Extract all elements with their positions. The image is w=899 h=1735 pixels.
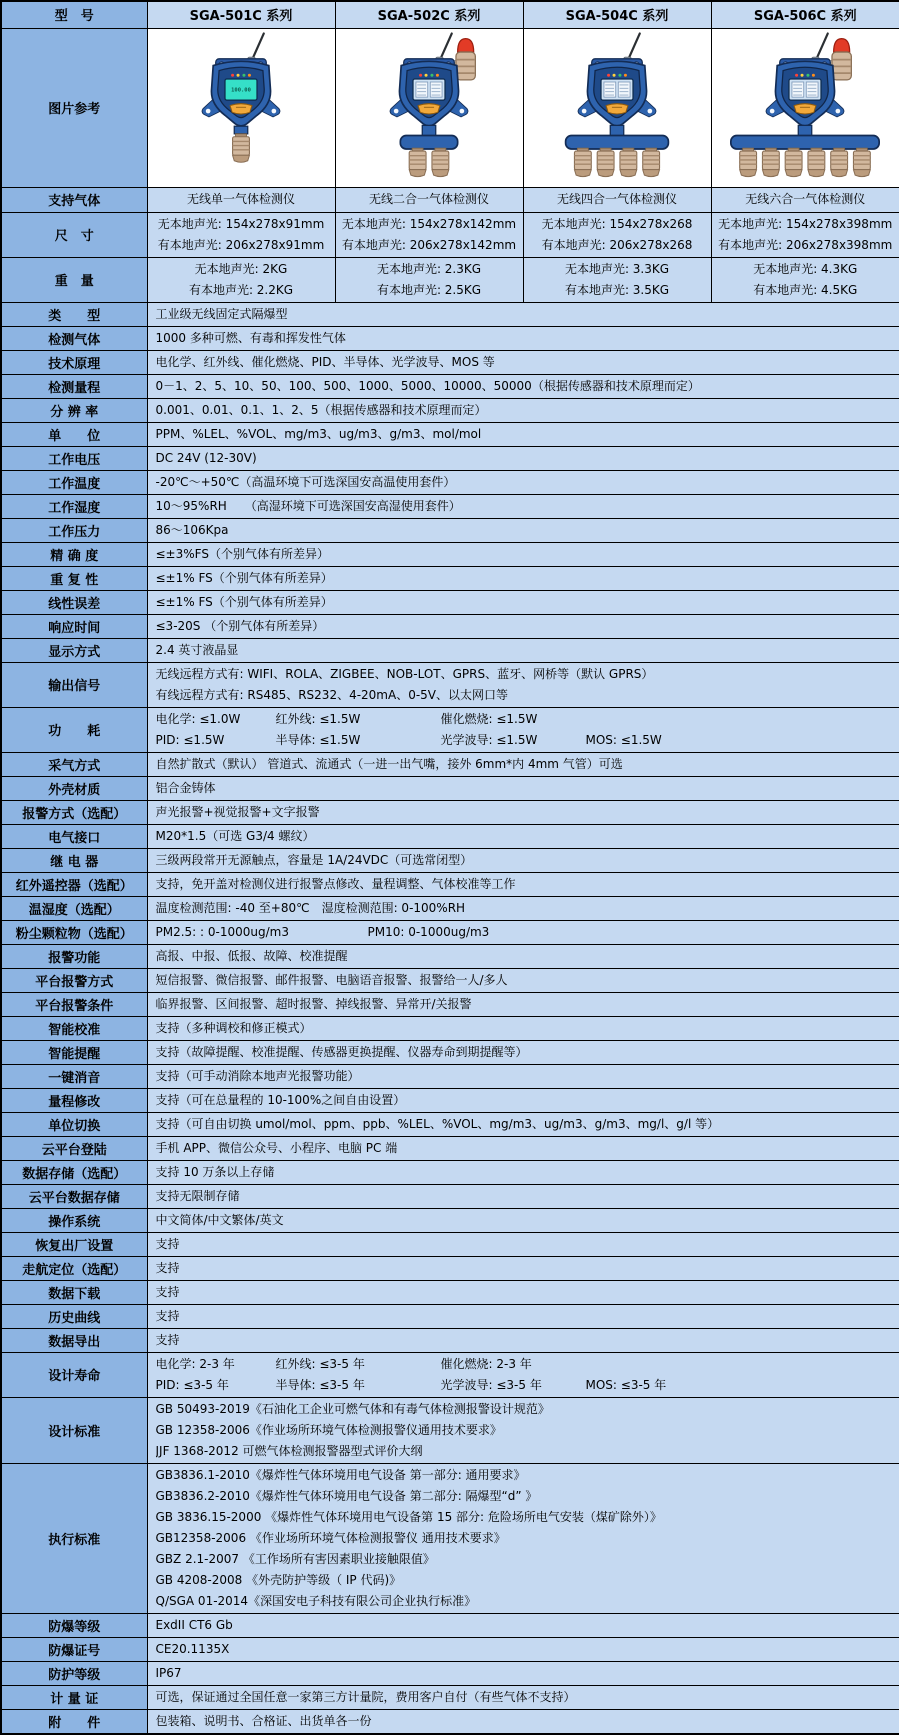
value-segment: MOS: ≤1.5W	[586, 730, 662, 751]
row-label: 设计标准	[1, 1397, 147, 1463]
table-row	[1, 1016, 899, 1040]
row-label: 设计寿命	[1, 1352, 147, 1397]
row-label: 工作压力	[1, 518, 147, 542]
value-line: 无线四合一气体检测仪	[526, 189, 709, 210]
table-row	[1, 638, 899, 662]
value-line: ≤3-20S （个别气体有所差异）	[156, 616, 899, 637]
value-segment: 红外线: ≤1.5W	[276, 709, 441, 730]
row-value	[335, 257, 523, 302]
value-line: 铝合金铸体	[156, 778, 899, 799]
row-value	[147, 1064, 899, 1088]
table-row	[1, 1352, 899, 1397]
value-line: 支持	[156, 1282, 899, 1303]
table-row	[1, 542, 899, 566]
row-label: 电气接口	[1, 824, 147, 848]
value-line: 0－1、2、5、10、50、100、500、1000、5000、10000、50000（根据传感器和技术原理而定）	[156, 376, 899, 397]
value-line: 10～95%RH （高湿环境下可选深国安高湿使用套件）	[156, 496, 899, 517]
value-line: JJF 1368-2012 可燃气体检测报警器型式评价大纲	[156, 1441, 899, 1462]
value-line: 86～106Kpa	[156, 520, 899, 541]
table-row	[1, 422, 899, 446]
table-row	[1, 662, 899, 707]
picture-row	[1, 28, 899, 187]
device-image-sga-504c	[523, 28, 711, 187]
table-row	[1, 824, 899, 848]
row-value	[147, 1661, 899, 1685]
table-row	[1, 494, 899, 518]
row-value	[147, 257, 335, 302]
table-row	[1, 1328, 899, 1352]
value-segment: PID: ≤1.5W	[156, 730, 276, 751]
row-value	[147, 1088, 899, 1112]
table-row	[1, 800, 899, 824]
value-line: 有本地声光: 4.5KG	[714, 280, 898, 301]
row-value	[147, 1352, 899, 1397]
row-value	[147, 470, 899, 494]
value-line: 支持，免开盖对检测仪进行报警点修改、量程调整、气体校准等工作	[156, 874, 899, 895]
value-line	[156, 730, 899, 751]
row-label: 外壳材质	[1, 776, 147, 800]
row-label: 平台报警条件	[1, 992, 147, 1016]
row-value	[147, 1184, 899, 1208]
row-value	[335, 187, 523, 212]
value-line: GB 3836.15-2000 《爆炸性气体环境用电气设备第 15 部分: 危险场所电气安装（煤矿除外）》	[156, 1507, 899, 1528]
table-row	[1, 257, 899, 302]
value-line: PPM、%LEL、%VOL、mg/m3、ug/m3、g/m3、mol/mol	[156, 424, 899, 445]
row-value	[147, 1208, 899, 1232]
value-line: GB3836.2-2010《爆炸性气体环境用电气设备 第二部分: 隔爆型“d” 》	[156, 1486, 899, 1507]
table-row	[1, 1232, 899, 1256]
row-value	[147, 1304, 899, 1328]
row-value	[147, 1685, 899, 1709]
table-row	[1, 968, 899, 992]
gas-detector-illustration	[148, 31, 334, 181]
row-value	[147, 707, 899, 752]
table-row	[1, 614, 899, 638]
row-value	[147, 446, 899, 470]
table-row	[1, 1304, 899, 1328]
value-line: GB12358-2006 《作业场所环境气体检测报警仪 通用技术要求》	[156, 1528, 899, 1549]
row-label: 精 确 度	[1, 542, 147, 566]
row-label: 类 型	[1, 302, 147, 326]
table-row	[1, 398, 899, 422]
row-value	[147, 326, 899, 350]
device-image-sga-502c	[335, 28, 523, 187]
value-line: 无线六合一气体检测仪	[714, 189, 898, 210]
row-label: 数据存储（选配）	[1, 1160, 147, 1184]
row-label: 温湿度（选配）	[1, 896, 147, 920]
row-label: 智能提醒	[1, 1040, 147, 1064]
value-line: GB 50493-2019《石油化工企业可燃气体和有毒气体检测报警设计规范》	[156, 1399, 899, 1420]
row-value	[147, 662, 899, 707]
value-line: 支持	[156, 1306, 899, 1327]
picture-row-label: 图片参考	[1, 28, 147, 187]
value-segment: 光学波导: ≤3-5 年	[441, 1375, 586, 1396]
column-header-model: SGA-506C 系列	[711, 1, 899, 28]
device-image-sga-501c	[147, 28, 335, 187]
table-row	[1, 590, 899, 614]
value-line: 手机 APP、微信公众号、小程序、电脑 PC 端	[156, 1138, 899, 1159]
row-label: 平台报警方式	[1, 968, 147, 992]
row-label: 报警功能	[1, 944, 147, 968]
value-line: 可选，保证通过全国任意一家第三方计量院，费用客户自付（有些气体不支持）	[156, 1687, 899, 1708]
row-value	[147, 212, 335, 257]
row-label: 重 量	[1, 257, 147, 302]
value-line: 有本地声光: 206x278x142mm	[338, 235, 521, 256]
value-line: 1000 多种可燃、有毒和挥发性气体	[156, 328, 899, 349]
value-segment: 电化学: ≤1.0W	[156, 709, 276, 730]
value-line: ExdII CT6 Gb	[156, 1615, 899, 1636]
value-line: 支持	[156, 1234, 899, 1255]
value-line: 声光报警+视觉报警+文字报警	[156, 802, 899, 823]
table-row	[1, 1136, 899, 1160]
table-row	[1, 872, 899, 896]
table-row	[1, 1280, 899, 1304]
row-label: 输出信号	[1, 662, 147, 707]
value-line: 支持（故障提醒、校准提醒、传感器更换提醒、仪器寿命到期提醒等）	[156, 1042, 899, 1063]
value-line	[156, 1375, 899, 1396]
row-label: 采气方式	[1, 752, 147, 776]
row-value	[147, 848, 899, 872]
row-value	[147, 590, 899, 614]
value-line	[156, 709, 899, 730]
row-label: 线性误差	[1, 590, 147, 614]
table-row	[1, 1208, 899, 1232]
value-line: 支持无限制存储	[156, 1186, 899, 1207]
table-row	[1, 1040, 899, 1064]
value-segment: 催化燃烧: ≤1.5W	[441, 709, 586, 730]
model-row-label: 型 号	[1, 1, 147, 28]
value-line: 自然扩散式（默认） 管道式、流通式（一进一出气嘴，接外 6mm*内 4mm 气管）可选	[156, 754, 899, 775]
value-line: 无本地声光: 154x278x91mm	[150, 214, 333, 235]
row-label: 检测气体	[1, 326, 147, 350]
device-image-sga-506c	[711, 28, 899, 187]
row-label: 报警方式（选配）	[1, 800, 147, 824]
value-line: GBZ 2.1-2007 《工作场所有害因素职业接触限值》	[156, 1549, 899, 1570]
row-label: 防爆证号	[1, 1637, 147, 1661]
row-label: 附 件	[1, 1709, 147, 1734]
value-line: 无本地声光: 3.3KG	[526, 259, 709, 280]
value-line: 支持（可自由切换 umol/mol、ppm、ppb、%LEL、%VOL、mg/m3、ug/m3、g/m3、mg/l、g/l 等）	[156, 1114, 899, 1135]
row-value	[147, 1709, 899, 1734]
value-line: GB 12358-2006《作业场所环境气体检测报警仪通用技术要求》	[156, 1420, 899, 1441]
row-label: 计 量 证	[1, 1685, 147, 1709]
table-row	[1, 776, 899, 800]
table-row	[1, 1613, 899, 1637]
value-line: ≤±1% FS（个别气体有所差异）	[156, 592, 899, 613]
value-line: 三级两段常开无源触点，容量是 1A/24VDC（可选常闭型）	[156, 850, 899, 871]
value-line: 支持	[156, 1330, 899, 1351]
value-line: CE20.1135X	[156, 1639, 899, 1660]
row-value	[147, 1016, 899, 1040]
value-line: 支持（多种调校和修正模式）	[156, 1018, 899, 1039]
value-line: 工业级无线固定式隔爆型	[156, 304, 899, 325]
row-label: 智能校准	[1, 1016, 147, 1040]
row-value	[147, 800, 899, 824]
value-line: 包装箱、说明书、合格证、出货单各一份	[156, 1711, 899, 1732]
row-label: 工作电压	[1, 446, 147, 470]
row-value	[711, 257, 899, 302]
value-line: 高报、中报、低报、故障、校准提醒	[156, 946, 899, 967]
gas-detector-illustration	[524, 31, 710, 181]
table-row	[1, 302, 899, 326]
table-row	[1, 566, 899, 590]
table-row	[1, 752, 899, 776]
table-row	[1, 1184, 899, 1208]
value-line	[156, 922, 899, 943]
value-line: 0.001、0.01、0.1、1、2、5（根据传感器和技术原理而定）	[156, 400, 899, 421]
value-line: 支持	[156, 1258, 899, 1279]
row-value	[711, 187, 899, 212]
row-label: 数据下载	[1, 1280, 147, 1304]
value-segment: PM10: 0-1000ug/m3	[368, 922, 490, 943]
row-value	[147, 542, 899, 566]
value-segment: MOS: ≤3-5 年	[586, 1375, 667, 1396]
value-line: 有线远程方式有: RS485、RS232、4-20mA、0-5V、以太网口等	[156, 685, 899, 706]
value-line: 有本地声光: 3.5KG	[526, 280, 709, 301]
value-line: 有本地声光: 206x278x268	[526, 235, 709, 256]
row-label: 防护等级	[1, 1661, 147, 1685]
row-value	[147, 398, 899, 422]
value-line: 有本地声光: 206x278x91mm	[150, 235, 333, 256]
row-value	[335, 212, 523, 257]
table-row	[1, 1661, 899, 1685]
row-value	[147, 1256, 899, 1280]
row-value	[147, 968, 899, 992]
value-line: 无线单一气体检测仪	[150, 189, 333, 210]
row-value	[147, 494, 899, 518]
row-label: 执行标准	[1, 1463, 147, 1613]
row-label: 红外遥控器（选配）	[1, 872, 147, 896]
row-value	[147, 1397, 899, 1463]
row-label: 单位切换	[1, 1112, 147, 1136]
row-value	[147, 1160, 899, 1184]
table-row	[1, 1709, 899, 1734]
row-value	[147, 518, 899, 542]
row-value	[147, 1232, 899, 1256]
table-row	[1, 212, 899, 257]
value-line	[156, 1354, 899, 1375]
value-line: Q/SGA 01-2014《深国安电子科技有限公司企业执行标准》	[156, 1591, 899, 1612]
row-value	[147, 1637, 899, 1661]
row-value	[147, 824, 899, 848]
row-label: 数据导出	[1, 1328, 147, 1352]
value-line: 支持（可在总量程的 10-100%之间自由设置）	[156, 1090, 899, 1111]
row-value	[147, 1136, 899, 1160]
row-label: 支持气体	[1, 187, 147, 212]
row-value	[147, 776, 899, 800]
table-row	[1, 518, 899, 542]
value-line: 无本地声光: 154x278x398mm	[714, 214, 898, 235]
table-row	[1, 1256, 899, 1280]
row-label: 显示方式	[1, 638, 147, 662]
table-row	[1, 707, 899, 752]
row-label: 云平台登陆	[1, 1136, 147, 1160]
table-row	[1, 1685, 899, 1709]
value-segment: 半导体: ≤1.5W	[276, 730, 441, 751]
row-value	[147, 187, 335, 212]
table-row	[1, 350, 899, 374]
row-label: 重 复 性	[1, 566, 147, 590]
row-value	[147, 566, 899, 590]
table-row	[1, 1160, 899, 1184]
table-row	[1, 1088, 899, 1112]
value-line: ≤±3%FS（个别气体有所差异）	[156, 544, 899, 565]
row-value	[147, 920, 899, 944]
column-header-model: SGA-504C 系列	[523, 1, 711, 28]
value-segment: PID: ≤3-5 年	[156, 1375, 276, 1396]
row-value	[523, 212, 711, 257]
row-label: 云平台数据存储	[1, 1184, 147, 1208]
table-row	[1, 374, 899, 398]
row-value	[147, 350, 899, 374]
table-row	[1, 1064, 899, 1088]
row-value	[147, 1280, 899, 1304]
row-label: 工作温度	[1, 470, 147, 494]
table-row	[1, 326, 899, 350]
table-row	[1, 470, 899, 494]
value-line: 电化学、红外线、催化燃烧、PID、半导体、光学波导、MOS 等	[156, 352, 899, 373]
value-line: 支持 10 万条以上存储	[156, 1162, 899, 1183]
row-label: 操作系统	[1, 1208, 147, 1232]
value-line: 无本地声光: 2.3KG	[338, 259, 521, 280]
value-line: 支持（可手动消除本地声光报警功能）	[156, 1066, 899, 1087]
table-row	[1, 1397, 899, 1463]
row-label: 量程修改	[1, 1088, 147, 1112]
row-label: 粉尘颗粒物（选配）	[1, 920, 147, 944]
row-label: 工作湿度	[1, 494, 147, 518]
table-row	[1, 848, 899, 872]
row-value	[711, 212, 899, 257]
row-value	[147, 752, 899, 776]
row-label: 检测量程	[1, 374, 147, 398]
table-row	[1, 944, 899, 968]
row-value	[147, 638, 899, 662]
column-header-model: SGA-501C 系列	[147, 1, 335, 28]
table-row	[1, 446, 899, 470]
value-line: IP67	[156, 1663, 899, 1684]
row-label: 恢复出厂设置	[1, 1232, 147, 1256]
value-line: GB3836.1-2010《爆炸性气体环境用电气设备 第一部分: 通用要求》	[156, 1465, 899, 1486]
value-line: DC 24V (12-30V)	[156, 448, 899, 469]
value-line: 无本地声光: 154x278x268	[526, 214, 709, 235]
row-label: 单 位	[1, 422, 147, 446]
value-line: 有本地声光: 206x278x398mm	[714, 235, 898, 256]
value-line: 无线远程方式有: WIFI、ROLA、ZIGBEE、NOB-LOT、GPRS、蓝牙、网桥等（默认 GPRS）	[156, 664, 899, 685]
gas-detector-illustration	[336, 31, 522, 181]
table-row	[1, 1112, 899, 1136]
row-value	[147, 422, 899, 446]
row-value	[147, 1613, 899, 1637]
gas-detector-illustration	[712, 31, 898, 181]
header-row	[1, 1, 899, 28]
table-row	[1, 896, 899, 920]
table-row	[1, 992, 899, 1016]
value-line: 有本地声光: 2.2KG	[150, 280, 333, 301]
row-label: 响应时间	[1, 614, 147, 638]
value-line: 临界报警、区间报警、超时报警、掉线报警、异常开/关报警	[156, 994, 899, 1015]
row-value	[147, 614, 899, 638]
table-row	[1, 1637, 899, 1661]
row-value	[147, 896, 899, 920]
value-line: M20*1.5（可选 G3/4 螺纹）	[156, 826, 899, 847]
row-value	[147, 872, 899, 896]
value-line: 无本地声光: 154x278x142mm	[338, 214, 521, 235]
table-row	[1, 920, 899, 944]
row-value	[147, 302, 899, 326]
table-row	[1, 187, 899, 212]
value-line: GB 4208-2008 《外壳防护等级（ IP 代码)》	[156, 1570, 899, 1591]
value-line: ≤±1% FS（个别气体有所差异）	[156, 568, 899, 589]
value-line: 有本地声光: 2.5KG	[338, 280, 521, 301]
row-label: 防爆等级	[1, 1613, 147, 1637]
row-label: 分 辨 率	[1, 398, 147, 422]
row-value	[523, 257, 711, 302]
row-value	[523, 187, 711, 212]
value-line: -20℃～+50℃（高温环境下可选深国安高温使用套件）	[156, 472, 899, 493]
svg-text:100.00: 100.00	[231, 87, 251, 93]
row-value	[147, 1040, 899, 1064]
value-segment: 半导体: ≤3-5 年	[276, 1375, 441, 1396]
table-row	[1, 1463, 899, 1613]
row-label: 历史曲线	[1, 1304, 147, 1328]
value-line: 无线二合一气体检测仪	[338, 189, 521, 210]
row-label: 功 耗	[1, 707, 147, 752]
value-segment: PM2.5: : 0-1000ug/m3	[156, 922, 368, 943]
value-segment: 光学波导: ≤1.5W	[441, 730, 586, 751]
value-segment: 催化燃烧: 2-3 年	[441, 1354, 586, 1375]
row-label: 继 电 器	[1, 848, 147, 872]
value-line: 无本地声光: 4.3KG	[714, 259, 898, 280]
row-value	[147, 1463, 899, 1613]
row-label: 尺 寸	[1, 212, 147, 257]
row-value	[147, 944, 899, 968]
value-segment: 电化学: 2-3 年	[156, 1354, 276, 1375]
column-header-model: SGA-502C 系列	[335, 1, 523, 28]
row-label: 一键消音	[1, 1064, 147, 1088]
value-line: 短信报警、微信报警、邮件报警、电脑语音报警、报警给一人/多人	[156, 970, 899, 991]
row-value	[147, 992, 899, 1016]
row-value	[147, 1328, 899, 1352]
value-line: 温度检测范围: -40 至+80℃ 湿度检测范围: 0-100%RH	[156, 898, 899, 919]
row-value	[147, 374, 899, 398]
value-segment: 红外线: ≤3-5 年	[276, 1354, 441, 1375]
value-line: 中文简体/中文繁体/英文	[156, 1210, 899, 1231]
row-label: 走航定位（选配）	[1, 1256, 147, 1280]
row-value	[147, 1112, 899, 1136]
value-line: 无本地声光: 2KG	[150, 259, 333, 280]
row-label: 技术原理	[1, 350, 147, 374]
value-line: 2.4 英寸液晶显	[156, 640, 899, 661]
